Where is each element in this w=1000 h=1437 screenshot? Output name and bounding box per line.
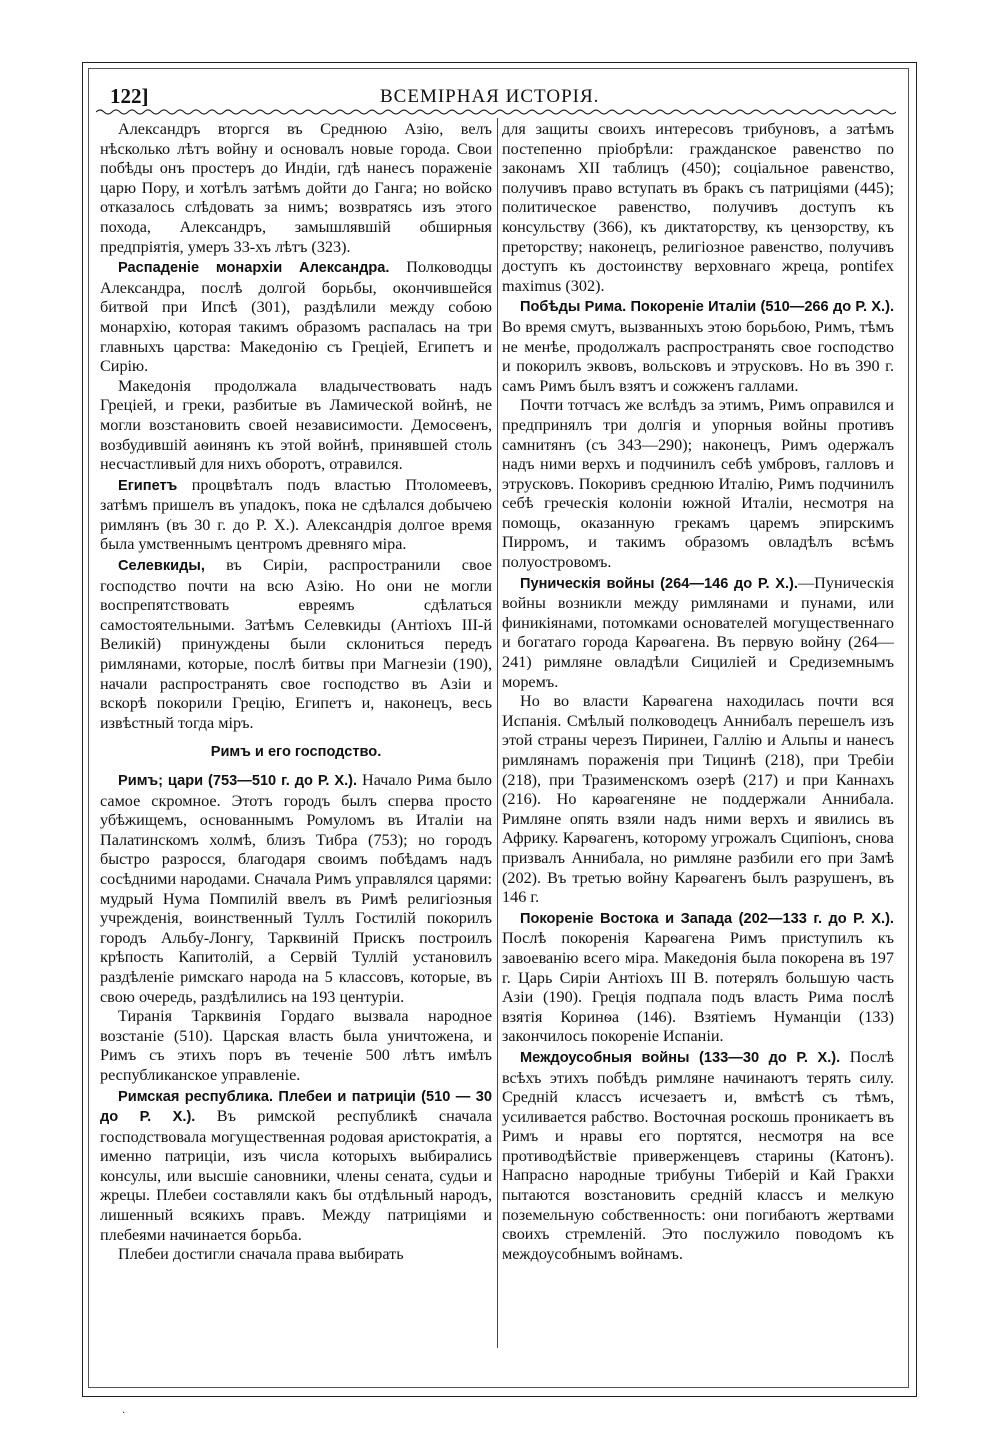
section-paragraph (502, 574, 894, 693)
section-heading: Междоусобныя войны (133—30 до Р. Х.). (520, 1049, 841, 1066)
section-heading: Пуническія войны (264—146 до Р. Х.). (520, 575, 798, 592)
left-column (100, 120, 492, 1265)
section-paragraph (502, 909, 894, 1047)
paragraph: для защиты своихъ интересовъ трибуновъ, а затѣмъ постепенно пріобрѣли: гражданское равенство по законамъ XII таблицъ (450); соціальное равенство, получивъ право вступать въ бракъ съ патриціями (445); политическое равенство, получивъ доступъ къ консульству (366), къ диктаторству, къ цензорству, къ преторству; наконецъ, религіозное равенство, получивъ доступъ къ достоинству верховнаго жреца, pontifex maximus (302). (502, 120, 894, 295)
section-paragraph (502, 1048, 894, 1265)
section-paragraph (100, 258, 492, 377)
paragraph: Но во власти Карѳагена находилась почти вся Испанія. Смѣлый полководецъ Аннибалъ перешелъ изъ этой страны черезъ Пиринеи, Галлію и Альпы и нанесъ римлянамъ пораженія при Тицинѣ (218), при Требіи (218), при Тразименскомъ озерѣ (217) и при Каннахъ (216). Но карѳагеняне не поддержали Аннибала. Римляне опять взяли надъ ними верхъ и явились въ Африку. Карѳагенъ, которому угрожалъ Сципіонъ, снова призвалъ Аннибала, но римляне разбили его при Замѣ (202). Въ третью войну Карѳагенъ былъ разрушенъ, въ 146 г. (502, 692, 894, 907)
section-text: въ Сиріи, распространили свое господство почти на всю Азію. Но они не могли воспрепятствовать евреямъ сдѣлаться самостоятельными. Затѣмъ Селевкиды (Антіохъ III-й Великій) принуждены были склониться передъ римлянами, которые, послѣ битвы при Магнезіи (190), начали распространять свое господство въ Азіи и вскорѣ покорили Грецію, Египетъ и, наконецъ, весь извѣстный тогда міръ. (100, 556, 492, 732)
section-heading: Египетъ (118, 477, 178, 494)
section-text: Во время смутъ, вызванныхъ этою борьбою, Римъ, тѣмъ не менѣе, продолжалъ распространять свое господство и покорилъ эквовъ, вольсковъ и этрусковъ. Но въ 390 г. самъ Римъ былъ взятъ и сожженъ галлами. (502, 317, 894, 395)
running-title: ВСЕМIРНАЯ ИСТОРIЯ. (380, 86, 600, 107)
section-paragraph (100, 1087, 492, 1246)
section-text: Послѣ всѣхъ этихъ побѣдъ римляне начинаютъ терять силу. Средній классъ исчезаетъ и, вмѣстѣ съ тѣмъ, усиливается рабство. Восточная роскошь проникаетъ въ Римъ и нравы его портятся, несмотря на все противодѣйствіе приверженцевъ старины (Катонъ). Напрасно народные трибуны Тиберій и Кай Гракхи пытаются возстановить средній классъ и мелкую поземельную собственность: они погибаютъ жертвами своихъ стремленій. Это послужило поводомъ къ междоусобнымъ войнамъ. (502, 1047, 894, 1263)
section-text: процвѣталъ подъ властью Птоломеевъ, затѣмъ пришелъ въ упадокъ, пока не сдѣлался добычею римлянъ (въ 30 г. до Р. Х.). Александрія долгое время была умственнымъ центромъ древняго міра. (100, 475, 492, 554)
section-heading: Распаденіе монархіи Александра. (118, 260, 390, 277)
section-text: Начало Рима было самое скромное. Этотъ городъ былъ сперва просто убѣжищемъ, основаннымъ Ромуломъ въ Италіи на Палатинскомъ холмѣ, близъ Тибра (753); но городъ быстро разросся, благодаря своимъ побѣдамъ надъ сосѣдними народами. Сначала Римъ управлялся царями: мудрый Нума Помпилій ввелъ въ Римѣ религіозныя учрежденія, воинственный Туллъ Гостилій покорилъ городъ Альбу-Лонгу, Тарквиній Прискъ построилъ крѣпость Капитолій, а Сервій Туллій установилъ раздѣленіе римскаго народа на 5 классовъ, которые, въ свою очередь, раздѣлились на 193 центуріи. (100, 771, 492, 1006)
section-text: Въ римской республикѣ сначала господствовала могущественная родовая аристократія, а именно патриціи, изъ числа которыхъ выбирались консулы, или высшіе сановники, члены сената, судьи и жрецы. Плебеи составляли какъ бы отдѣльный народъ, лишенный всякихъ правъ. Между патриціями и плебеями начинается борьба. (100, 1107, 493, 1244)
section-text: Послѣ покоренія Карѳагена Римъ приступилъ къ завоеванію всего міра. Македонія была покорена въ 197 г. Царь Сиріи Антіохъ III В. потерялъ большую часть Азіи (190). Греція подпала подъ власть Рима послѣ взятія Коринѳа (146). Взятіемъ Нуманціи (133) закончилось покореніе Испаніи. (502, 929, 894, 1046)
paragraph: Тиранія Тарквинія Гордаго вызвала народное возстаніе (510). Царская власть была уничтожена, и Римъ съ этихъ поръ въ теченіе 500 лѣтъ имѣлъ республиканское управленіе. (100, 1007, 492, 1084)
section-title: Римъ и его господство. (210, 744, 382, 761)
paragraph: Македонія продолжала владычествовать надъ Греціей, и греки, разбитые въ Ламической войнѣ, не могли возстановить своей независимости. Демосѳенъ, возбудившій аѳинянъ къ этой войнѣ, принявшей столь несчастливый для нихъ оборотъ, отравился. (100, 376, 492, 474)
page-number: 122] (110, 84, 149, 108)
section-paragraph (100, 476, 492, 555)
paragraph: Александръ вторгся въ Среднюю Азію, велъ нѣсколько лѣтъ войну и основалъ новые города. Свои побѣды онъ простеръ до Индіи, гдѣ нанесъ пораженіе царю Пору, и хотѣлъ затѣмъ дойти до Ганга; но войско отказалось слѣдовать за нимъ; возвратясь изъ этого похода, Александръ, замышлявшій обширныя предпріятія, умеръ 33-хъ лѣтъ (323). (100, 120, 492, 256)
paragraph: Почти тотчасъ же вслѣдъ за этимъ, Римъ оправился и предпринялъ три долгія и упорныя войны противъ самнитянъ (съ 343—290); наконецъ, Римъ одержалъ надъ ними верхъ и подчинилъ себѣ умбровъ, галловъ и этрусковъ. Покоривъ среднюю Италію, Римъ подчинилъ себѣ греческія колоніи южной Италіи, несмотря на помощь, оказанную грекамъ царемъ эпирскимъ Пирромъ, и такимъ образомъ овладѣлъ всѣмъ полуостровомъ. (502, 396, 894, 572)
wavy-rule (96, 108, 896, 116)
section-paragraph (502, 297, 894, 396)
section-heading: Покореніе Востока и Запада (202—133 г. до Р. Х.). (520, 910, 894, 927)
section-heading: Римская республика. Плебеи и патриціи (510 — 30 до Р. Х.). (100, 1088, 492, 1126)
page-header (110, 84, 895, 108)
section-text: Полководцы Александра, послѣ долгой борьбы, окончившейся битвой при Ипсѣ (301), раздѣлили между собою монархію, которая такимъ образомъ распалась на три главныхъ царства: Македонію съ Греціей, Египетъ и Сирію. (100, 258, 493, 376)
stray-mark: · (122, 1408, 126, 1419)
section-heading: Побѣды Рима. Покореніе Италіи (510—266 до Р. Х.). (520, 299, 894, 316)
section-paragraph (100, 556, 492, 733)
column-divider (497, 118, 498, 1348)
right-column (502, 120, 894, 1264)
section-heading: Римъ; цари (753—510 г. до Р. Х.). (118, 773, 358, 789)
section-text: —Пуническія войны возникли между римлянами и пунами, или финикіянами, потомками основателей могущественнаго и богатаго города Карѳагена. Въ первую войну (264—241) римляне овладѣли Сициліей и Средиземнымъ моремъ. (502, 573, 894, 691)
paragraph: Плебеи достигли сначала права выбирать (118, 1245, 404, 1264)
section-heading: Селевкиды, (118, 558, 205, 575)
section-paragraph (100, 771, 492, 1007)
